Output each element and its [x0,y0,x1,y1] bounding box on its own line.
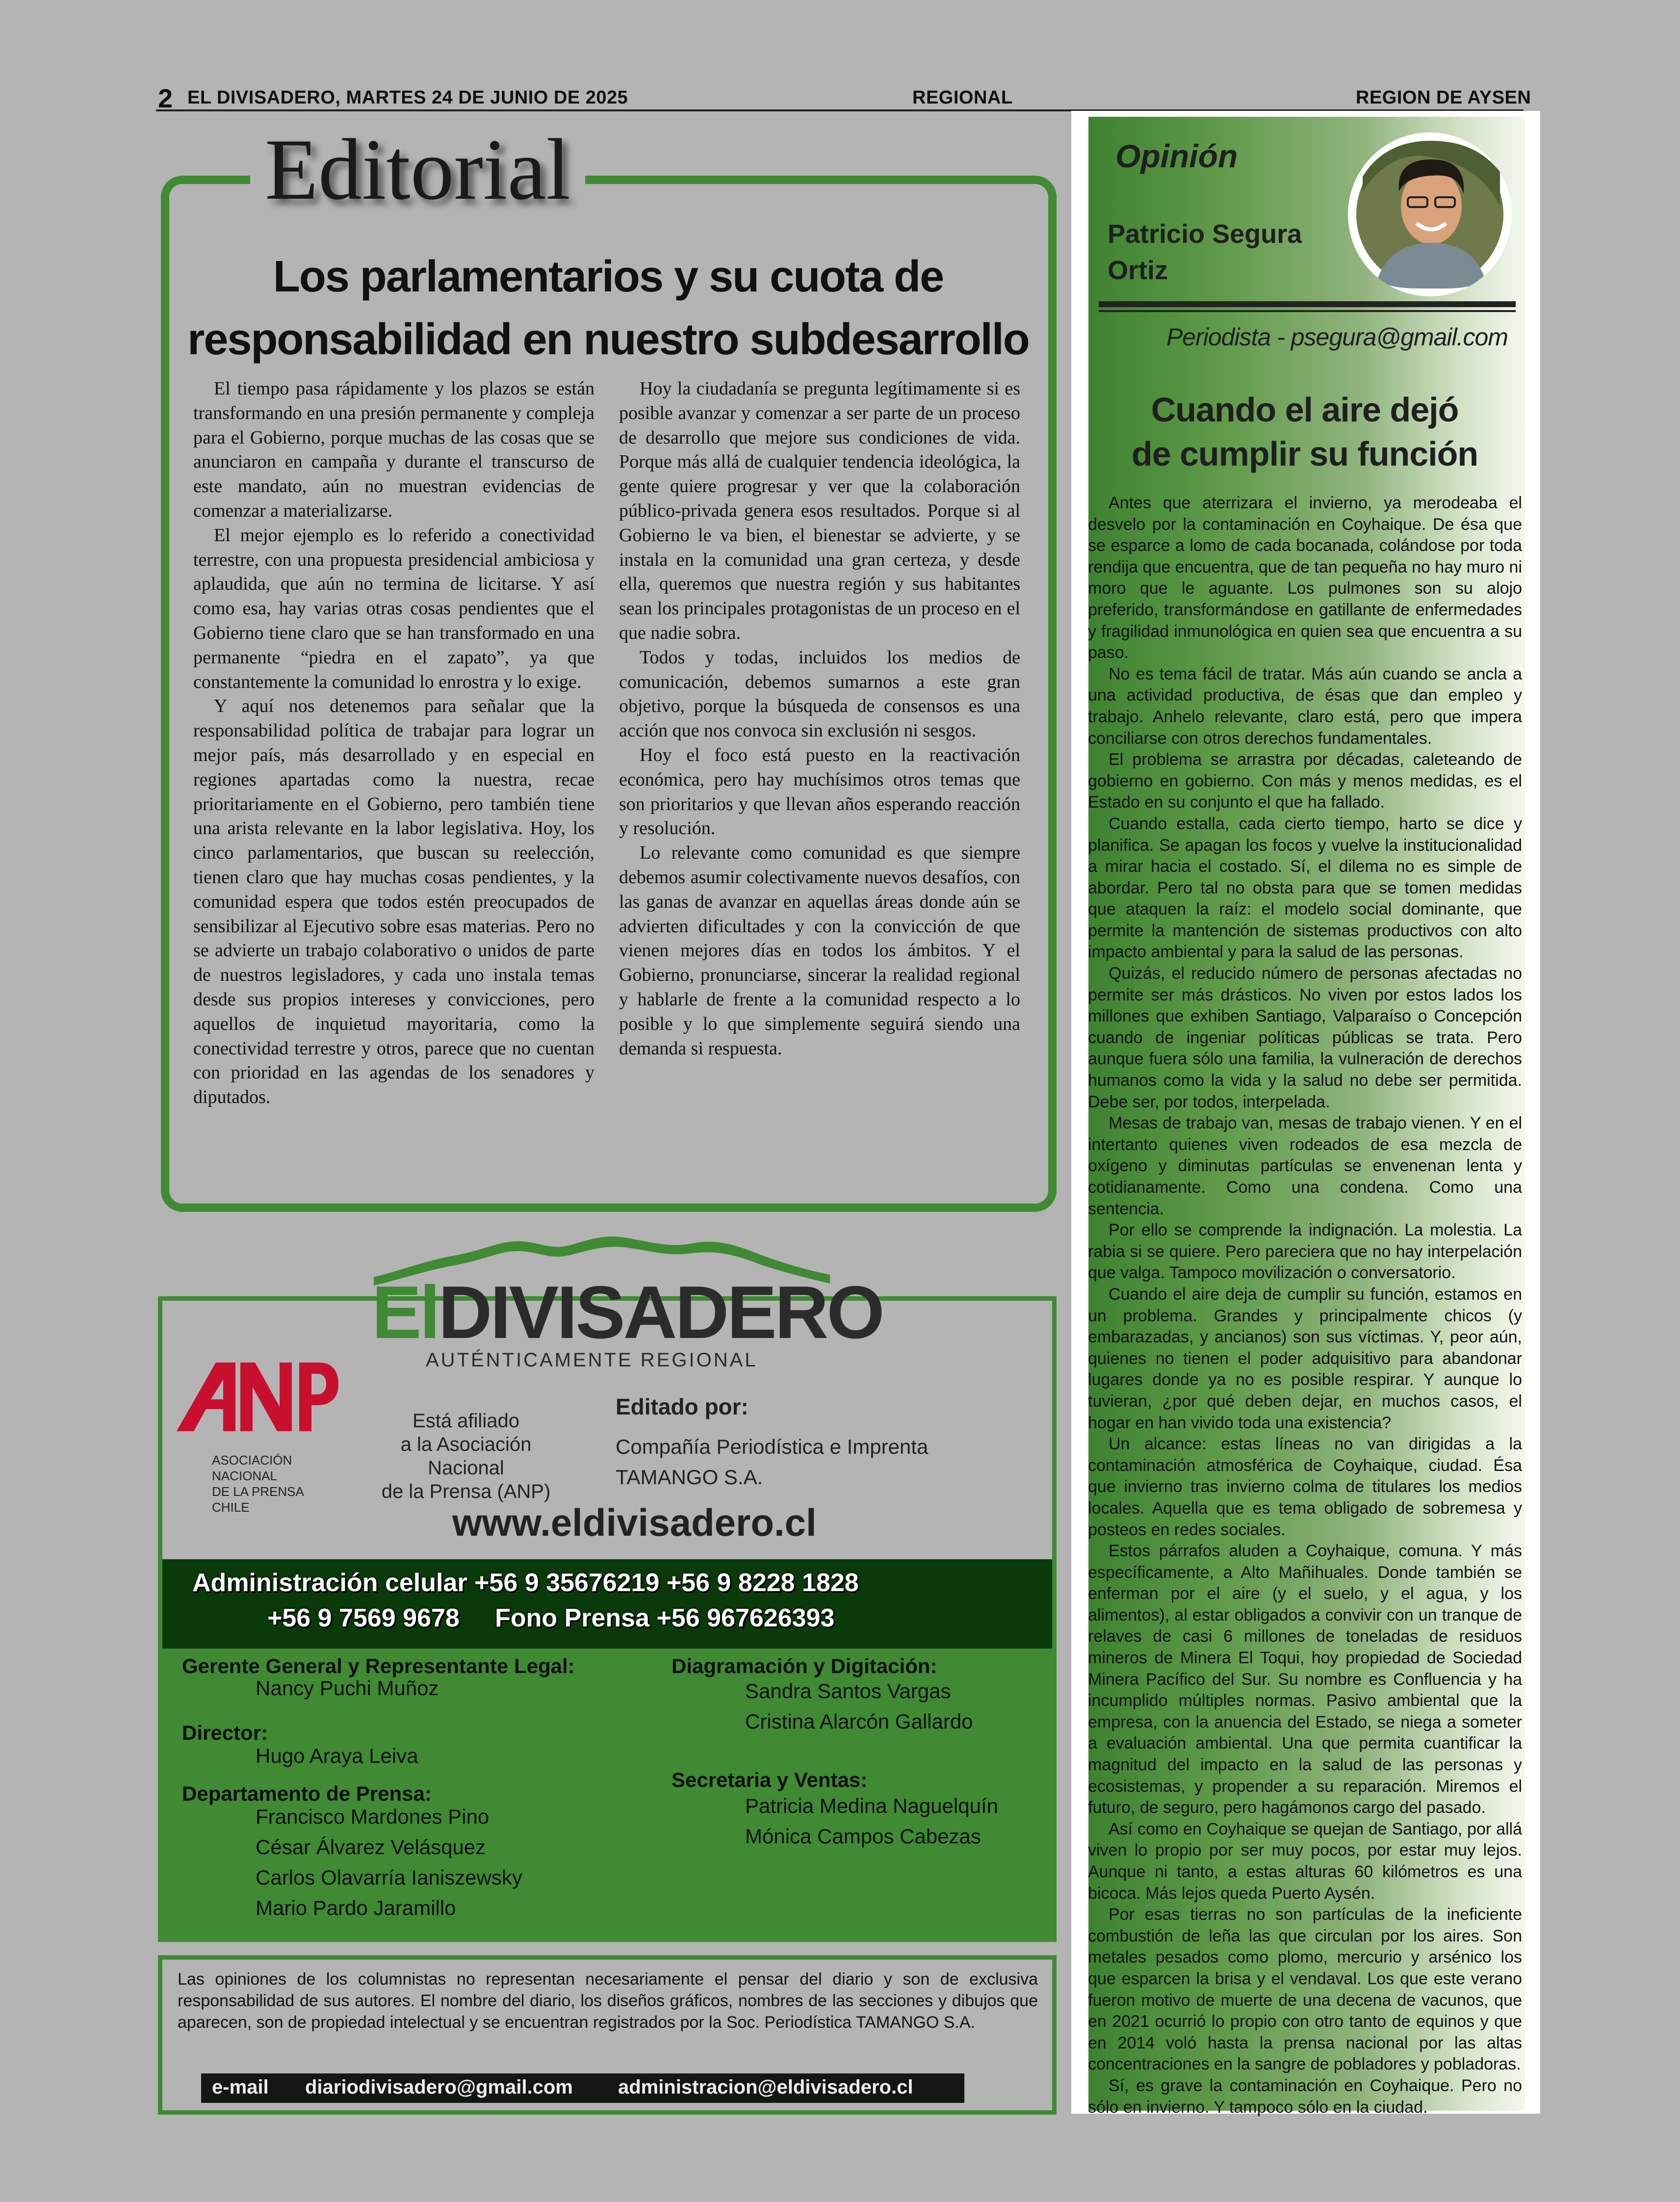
affiliation-line: de la Prensa (ANP) [381,1481,551,1502]
manager-label: Gerente General y Representante Legal: [182,1654,575,1678]
opinion-paragraph: Por ello se comprende la indignación. La molestia. La rabia si se quiere. Pero pareciera que no hay interpelación que valga. Tampoco movilización o conversatorio. [1088,1221,1522,1283]
editorial-paragraph: Hoy el foco está puesto en la reactivación económica, pero hay muchísimos otros temas que son prioritarios y que llevan años esperando reacción y resolución. [619,744,1020,839]
sales-staff-list [745,1791,998,1852]
opinion-paragraph: Antes que aterrizara el invierno, ya merodeaba el desvelo por la contaminación en Coyhaique. De ésa que se esparce a lomo de cada bocanada, colándose por toda rendija que encuentra, que de tan pequeña no hay muro ni moro que le aguante. Los pulmones son su alojo preferido, transformándose en gatillante de enfermedades y fragilidad inmunológica en quien sea que encuentra a su paso. [1088,494,1522,662]
press-staff-name: Mario Pardo Jaramillo [256,1896,456,1919]
press-dept-list [256,1802,522,1923]
opinion-paragraph: Cuando el aire deja de cumplir su función, estamos en un problema. Grandes y principalmente chicos (y embarazadas, y ancianos) son sus víctimas. Y, peor aún, quienes no tienen el poder adquisitivo para abandonar lugares donde ya no es posible respirar. Y aunque lo tuvieran, ¿por qué deben dejar, en muchos casos, el hogar en han vivido toda una existencia? [1088,1284,1522,1432]
email-label: e-mail [212,2076,269,2098]
editorial-column-1 [193,377,594,1110]
author-name-line1: Patricio Segura [1108,219,1302,249]
publisher-line: Compañía Periodística e Imprenta [616,1435,929,1458]
press-staff-name: Carlos Olavarría Ianiszewsky [256,1866,522,1889]
paper-date: EL DIVISADERO, MARTES 24 DE JUNIO DE 2025 [187,87,628,108]
staff-box [162,1649,1052,1938]
editorial-headline [177,245,1040,371]
anp-subtitle-line: NACIONAL [212,1468,277,1483]
opinion-paragraph: Estos párrafos aluden a Coyhaique, comuna. Y más específicamente, a Alto Mañihuales. Donde también se enferman por el aire (y el suelo, y el agua, y los alimentos), al estar obligados a convivir con un tranque de relaves de casi 6 millones de toneladas de residuos mineros de Minera El Toqui, hoy propiedad de Sociedad Minera Pacífico del Sur. Su nombre es Confluencia y ha incumplido múltiples normas. Pasivo ambiental que la empresa, con la anuencia del Estado, se niega a someter a evaluación ambiental. Una que permita cuantificar la magnitud del impacto en la salud de las personas y ecosistemas, y propender a su reparación. Miremos el futuro, de seguro, pero hagámonos cargo del pasado. [1088,1542,1522,1817]
region-label: REGION DE AYSEN [1356,87,1531,108]
opinion-label: Opinión [1115,138,1238,174]
contact-phones-line2: +56 9 7569 9678 Fono Prensa +56 967626393 [267,1604,835,1632]
sales-label: Secretaria y Ventas: [672,1768,868,1791]
website-link[interactable]: www.eldivisadero.cl [452,1501,817,1544]
editorial-paragraph: El tiempo pasa rápidamente y los plazos se están transformando en una presión permanente y compleja para el Gobierno, porque muchas de las cosas que se anunciaron en campaña y durante el transcurso de este mandato, aún no muestran evidencias de comenzar a materializarse. [193,378,594,521]
sales-staff-name: Patricia Medina Naguelquín [745,1794,998,1817]
opinion-paragraph: Quizás, el reducido número de personas afectadas no permite ser más drásticos. No viven por estos lados los millones que exhiben Santiago, Valparaíso o Concepción cuando de ingeniar políticas públicas se trata. Pero aunque fuera sólo una familia, la vulneración de derechos humanos como la vida y la salud no debe ser permitida. Debe ser, por todos, interpelada. [1088,964,1522,1111]
opinion-headline [1104,388,1506,476]
editorial-paragraph: Y aquí nos detenemos para señalar que la responsabilidad política de trabajar para lograr un mejor país, más desarrollado y en especial en regiones apartadas como la nuestra, recae prioritariamente en el Gobierno, pero también tiene una arista relevante en la labor legislativa. Hoy, los cinco parlamentarios, que buscan su reelección, tienen claro que hay muchas cosas pendientes, y la comunidad espera que todos estén preocupados de sensibilizar al Ejecutivo sobre esas materias. Pero no se advierte un trabajo colaborativo o unidos de parte de nuestros legisladores, y cada uno instala temas desde sus propios intereses y convicciones, pero aquellos de inquietud mayoritaria, como la conectividad terrestre y otros, parece que no cuentan con prioridad en las agendas de los senadores y diputados. [193,696,594,1108]
email-link-admin[interactable]: administracion@eldivisadero.cl [618,2076,913,2098]
disclaimer-text: Las opiniones de los columnistas no representan necesariamente el pensar del diario y son de exclusiva responsabilidad de sus autores. El nombre del diario, los diseños gráficos, nombres de las secciones y dibujos que aparecen, son de propiedad intelectual y se encuentran registrados por la Soc. Periodística TAMANGO S.A. [178,1970,1038,2032]
email-link-newsroom[interactable]: diariodivisadero@gmail.com [305,2076,573,2098]
anp-subtitle-line: DE LA PRENSA [212,1484,304,1499]
opinion-body [1088,493,1522,2118]
editorial-headline-line2: responsabilidad en nuestro subdesarrollo [187,315,1029,364]
editorial-paragraph: Lo relevante como comunidad es que siempre debemos asumir colectivamente nuevos desafíos, con las ganas de avanzar en aquellas áreas donde aún se advierten dificultades y con la convicción de que vienen mejores días en todos los ámbitos. Y el Gobierno, pronunciarse, sincerar la realidad regional y hablarle de frente a la comunidad respecto a lo posible y lo que simplemente seguirá siendo una demanda si respuesta. [619,842,1020,1059]
editorial-paragraph: Hoy la ciudadanía se pregunta legítimamente si es posible avanzar y comenzar a ser parte de un proceso de desarrollo que mejore sus condiciones de vida. Porque más allá de cualquier tendencia ideológica, la gente quiere progresar y ver que la colaboración público-privada genera esos resultados. Porque si al Gobierno le va bien, el bienestar se advierte, y se instala en la comunidad una gran certeza, y desde ella, queremos que nuestra región y sus habitantes sean los principales protagonistas de un proceso en el que nadie sobra. [619,378,1020,643]
author-credit: Periodista - psegura@gmail.com [1166,323,1508,351]
layout-label: Diagramación y Digitación: [672,1654,937,1678]
director-label: Director: [182,1721,268,1744]
page-number: 2 [158,84,173,113]
editorial-paragraph: El mejor ejemplo es lo referido a conectividad terrestre, con una propuesta presidencial ambiciosa y aplaudida, que aún no termina de licitarse. Y así como esa, hay varias otras cosas pendientes que el Gobierno tiene claro que se han transformado en una permanente “piedra en el zapato”, ya que constantemente la comunidad lo enrostra y lo exige. [193,524,594,692]
eldivisadero-logo [372,1273,883,1352]
contact-phones-line1: Administración celular +56 9 35676219 +56 9 8228 1828 [192,1569,859,1597]
director-name: Hugo Araya Leiva [256,1744,418,1767]
opinion-paragraph: Un alcance: estas líneas no van dirigidas a la contaminación atmosférica de Coyhaique, ciudad. Ésa que invierno tras invierno colma de titulares los medios locales. Aquella que es tema obligado de sobremesa y posteos en redes sociales. [1088,1435,1522,1539]
opinion-paragraph: Sí, es grave la contaminación en Coyhaique. Pero no sólo en invierno. Y tampoco sólo en la ciudad. [1088,2076,1522,2117]
logo-divisadero: DIVISADERO [438,1271,883,1354]
section-label: REGIONAL [912,87,1013,108]
opinion-paragraph: No es tema fácil de tratar. Más aún cuando se ancla a una actividad productiva, de ésas que dan empleo y trabajo. Anhelo relevante, claro está, pero que impera conciliarse con otros derechos fundamentales. [1088,664,1522,748]
editorial-paragraph: Todos y todas, incluidos los medios de comunicación, debemos sumarnos a este gran objetivo, porque la búsqueda de consensos es una acción que nos convoca sin exclusión ni sesgos. [619,647,1020,741]
layout-staff-name: Sandra Santos Vargas [745,1679,951,1703]
layout-staff-list [745,1676,973,1737]
layout-staff-name: Cristina Alarcón Gallardo [745,1710,973,1733]
anp-logo-icon [177,1360,338,1434]
publisher-label: Editado por: [616,1394,749,1419]
opinion-rule [1099,301,1516,307]
opinion-rule-thin [1099,310,1516,312]
anp-subtitle-line: CHILE [212,1500,250,1515]
opinion-headline-line1: Cuando el aire dejó [1151,391,1459,429]
anp-subtitle-line: ASOCIACIÓN [212,1453,292,1468]
editorial-headline-line1: Los parlamentarios y su cuota de [273,252,944,301]
publisher-name [616,1432,928,1493]
opinion-paragraph: El problema se arrastra por décadas, caleteando de gobierno en gobierno. Con más y menos medidas, es el Estado en su conjunto el que ha fallado. [1088,750,1522,812]
affiliation-line: a la Asociación Nacional [400,1434,532,1479]
affiliation-note [363,1409,569,1503]
author-name-line2: Ortiz [1108,256,1168,285]
press-staff-name: César Álvarez Velásquez [256,1835,486,1859]
sales-staff-name: Mónica Campos Cabezas [745,1825,981,1848]
editorial-label: Editorial [250,123,585,216]
manager-name: Nancy Puchi Muñoz [256,1677,439,1700]
press-dept-label: Departamento de Prensa: [182,1782,432,1805]
affiliation-line: Está afiliado [413,1410,519,1432]
opinion-paragraph: Así como en Coyhaique se quejan de Santiago, por allá viven lo propio por ser muy pocos, por estar muy lejos. Aunque ni tanto, a estas alturas 60 kilómetros es una bicoca. Más lejos queda Puerto Aysén. [1088,1819,1522,1903]
opinion-paragraph: Mesas de trabajo van, mesas de trabajo vienen. Y en el intertanto quienes viven rodeados de esa mezcla de oxígeno y diminutas partículas se envenenan lenta y cotidianamente. Como una condena. Como una sentencia. [1088,1114,1522,1218]
opinion-paragraph: Por esas tierras no son partículas de la ineficiente combustión de leña las que circulan por los aires. Son metales pesados como plomo, mercurio y arsénico los que esparcen la brisa y el vendaval. Los que este verano fueron motivo de muerte de una decena de vacunos, que en 2021 ocurrió lo propio con otro tanto de equinos y que en 2014 voló hasta la prensa nacional por las altas concentraciones en la sangre de pobladores y pobladoras. [1088,1905,1522,2074]
editorial-column-2 [619,377,1020,1061]
author-name [1108,216,1302,288]
logo-el: El [372,1271,439,1354]
anp-subtitle [212,1452,304,1515]
opinion-paragraph: Cuando estalla, cada cierto tiempo, harto se dice y planifica. Se apagan los focos y vuelve la institucionalidad a mirar hacia el costado. Sí, el dilema no es simple de abordar. Pero tal no obsta para que se tomen medidas que ataquen la raíz: el modelo social dominante, que permite la mantención de sistemas productivos con alto impacto ambiental y para la salud de las personas. [1088,814,1522,962]
masthead-tagline: AUTÉNTICAMENTE REGIONAL [426,1349,758,1371]
opinion-headline-line2: de cumplir su función [1131,435,1478,473]
press-staff-name: Francisco Mardones Pino [256,1805,490,1828]
publisher-line: TAMANGO S.A. [616,1466,763,1489]
author-photo [1348,132,1512,296]
